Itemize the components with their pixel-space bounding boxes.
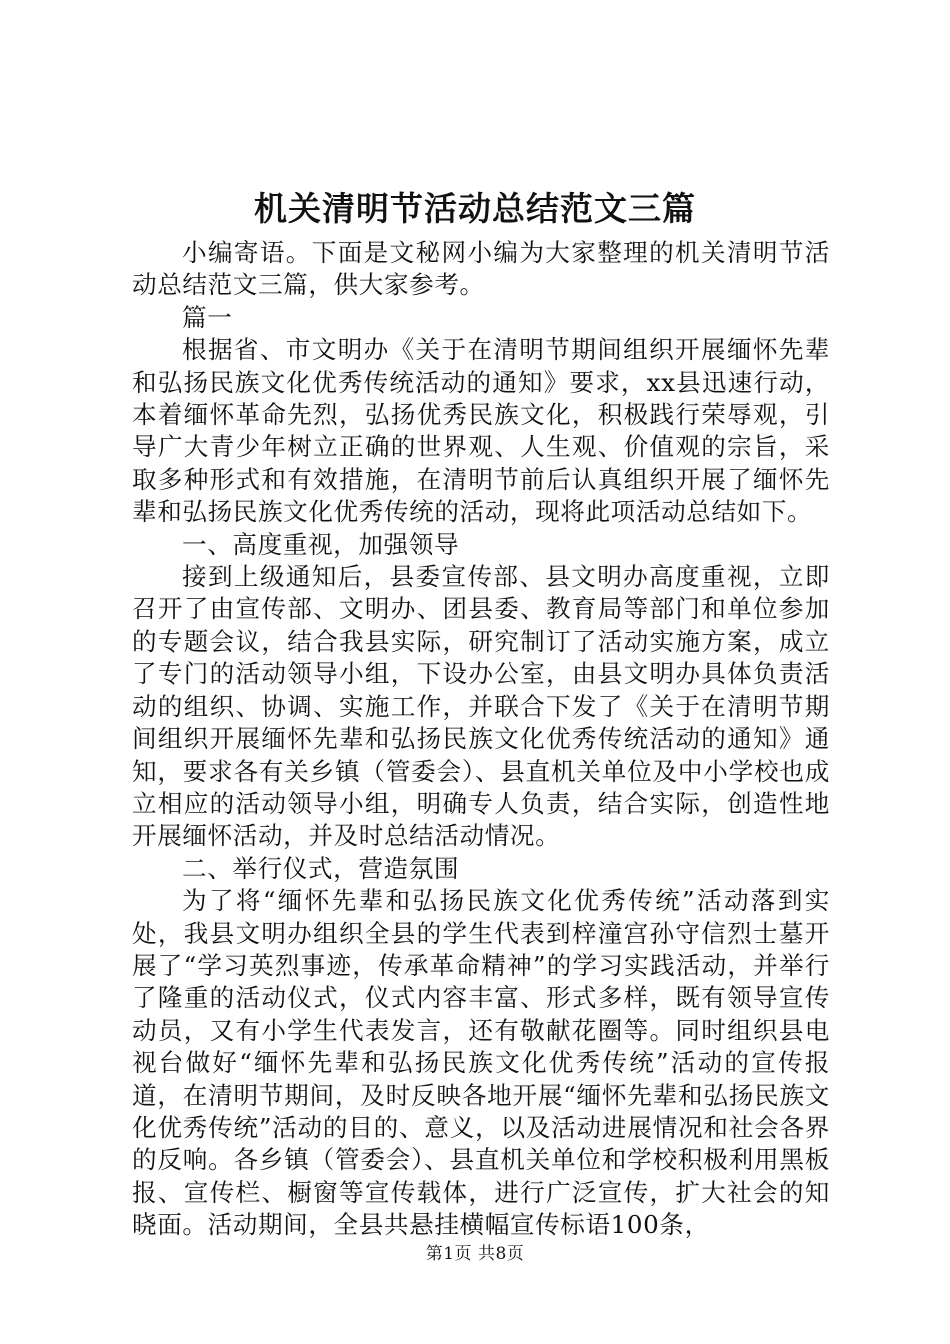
section-heading: 二、举行仪式，营造氛围 xyxy=(182,853,460,883)
intro-paragraph: 小编寄语。下面是文秘网小编为大家整理的机关清明节活动总结范文三篇，供大家参考。 xyxy=(132,238,830,300)
body-paragraph: 接到上级通知后，县委宣传部、县文明办高度重视，立即召开了由宣传部、文明办、团县委、教育局等部门和单位参加的专题会议，结合我县实际，研究制订了活动实施方案，成立了专门的活动领导小组，下设办公室，由县文明办具体负责活动的组织、协调、实施工作，并联合下发了《关于在清明节期间组织开展缅怀先辈和弘扬民族文化优秀传统活动的通知》通知，要求各有关乡镇（管委会）、县直机关单位及中小学校也成立相应的活动领导小组，明确专人负责，结合实际，创造性地开展缅怀活动，并及时总结活动情况。 xyxy=(132,562,830,851)
section-heading: 一、高度重视，加强领导 xyxy=(182,529,460,559)
body-paragraph: 为了将“缅怀先辈和弘扬民族文化优秀传统”活动落到实处，我县文明办组织全县的学生代表到梓潼宫孙守信烈士墓开展了“学习英烈事迹，传承革命精神”的学习实践活动，并举行了隆重的活动仪式，仪式内容丰富、形式多样，既有领导宣传动员，又有小学生代表发言，还有敬献花圈等。同时组织县电视台做好“缅怀先辈和弘扬民族文化优秀传统”活动的宣传报道，在清明节期间，及时反映各地开展“缅怀先辈和弘扬民族文化优秀传统”活动的目的、意义，以及活动进展情况和社会各界的反响。各乡镇（管委会）、县直机关单位和学校积极利用黑板报、宣传栏、橱窗等宣传载体，进行广泛宣传，扩大社会的知晓面。活动期间，全县共悬挂横幅宣传标语100条， xyxy=(132,886,830,1240)
page-footer: 第1页 共8页 xyxy=(425,1244,525,1264)
body-paragraph: 根据省、市文明办《关于在清明节期间组织开展缅怀先辈和弘扬民族文化优秀传统活动的通知》要求，xx县迅速行动，本着缅怀革命先烈，弘扬优秀民族文化，积极践行荣辱观，引导广大青少年树立正确的世界观、人生观、价值观的宗旨，采取多种形式和有效措施，在清明节前后认真组织开展了缅怀先辈和弘扬民族文化优秀传统的活动，现将此项活动总结如下。 xyxy=(132,335,830,527)
document-body xyxy=(132,237,830,1242)
section-label: 篇一 xyxy=(182,302,233,332)
document-title: 机关清明节活动总结范文三篇 xyxy=(254,189,696,228)
